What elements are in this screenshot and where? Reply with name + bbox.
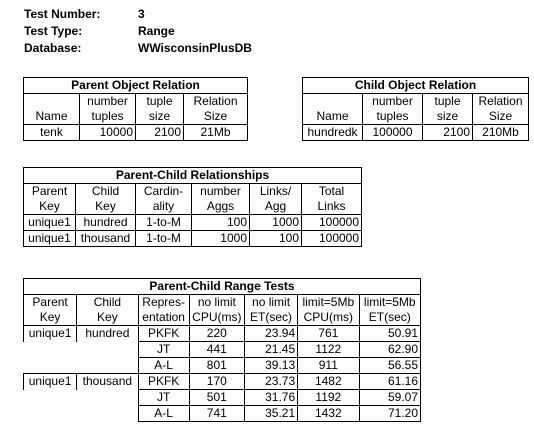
database-label: Database: (24, 41, 82, 55)
header-cell: CPU(ms) (298, 310, 359, 326)
header-cell: ET(sec) (244, 310, 297, 326)
table-row (24, 125, 248, 141)
header-cell: tuples (80, 109, 136, 125)
blank-cell (24, 390, 77, 406)
header-cell: size (423, 109, 473, 125)
cpu-limit-cell: 1192 (298, 390, 359, 406)
representation-cell: A-L (138, 358, 189, 374)
links-per-agg-cell: 1000 (250, 215, 302, 231)
header-cell: entation (138, 310, 189, 326)
child-object-table (302, 77, 529, 141)
header-cell: Parent (24, 295, 77, 311)
et-nolimit-cell: 23.94 (244, 326, 297, 342)
table-row (24, 406, 421, 422)
name-cell: hundredk (303, 125, 363, 141)
aggs-cell: 1000 (192, 231, 250, 247)
test-type-label: Test Type: (24, 24, 83, 38)
representation-cell: PKFK (138, 326, 189, 342)
et-nolimit-cell: 21.45 (244, 342, 297, 358)
child-object-title: Child Object Relation (303, 78, 529, 94)
header-cell: number (363, 94, 423, 110)
header-cell: Size (184, 109, 248, 125)
total-links-cell: 100000 (302, 215, 362, 231)
et-limit-cell: 62.90 (359, 342, 421, 358)
cpu-limit-cell: 1482 (298, 374, 359, 390)
table-row (24, 231, 362, 247)
representation-cell: A-L (138, 406, 189, 422)
cpu-limit-cell: 761 (298, 326, 359, 342)
parent-key-cell: unique1 (24, 215, 76, 231)
database-line (24, 41, 324, 55)
header-cell: tuple (423, 94, 473, 110)
tuple-size-cell: 2100 (136, 125, 184, 141)
child-key-cell: thousand (76, 231, 136, 247)
test-number-value: 3 (138, 7, 145, 21)
relationships-title: Parent-Child Relationships (24, 168, 362, 184)
aggs-cell: 100 (192, 215, 250, 231)
header-cell: number (192, 184, 250, 200)
blank-cell (24, 406, 77, 422)
header-cell: limit=5Mb (359, 295, 421, 311)
blank-cell (24, 342, 77, 358)
test-type-line (24, 24, 324, 38)
header-cell: Agg (250, 199, 302, 215)
cpu-limit-cell: 1432 (298, 406, 359, 422)
header-cell: Relation (473, 94, 529, 110)
links-per-agg-cell: 100 (250, 231, 302, 247)
header-cell: Key (77, 310, 138, 326)
header-cell: Name (24, 109, 80, 125)
header-cell: limit=5Mb (298, 295, 359, 311)
table-row (24, 215, 362, 231)
et-limit-cell: 59.07 (359, 390, 421, 406)
et-nolimit-cell: 35.21 (244, 406, 297, 422)
header-cell: Repres- (138, 295, 189, 311)
representation-cell: JT (138, 342, 189, 358)
header-cell: Key (76, 199, 136, 215)
cpu-limit-cell: 1122 (298, 342, 359, 358)
header-cell: Key (24, 310, 77, 326)
et-nolimit-cell: 31.76 (244, 390, 297, 406)
header-cell: Aggs (192, 199, 250, 215)
et-nolimit-cell: 39.13 (244, 358, 297, 374)
header-cell: Total (302, 184, 362, 200)
tuples-cell: 100000 (363, 125, 423, 141)
header-cell: Relation (184, 94, 248, 110)
header-cell (24, 94, 80, 110)
child-key-cell: thousand (77, 374, 138, 390)
table-row (24, 342, 421, 358)
header-cell: size (136, 109, 184, 125)
et-limit-cell: 56.55 (359, 358, 421, 374)
range-tests-table (23, 278, 421, 422)
et-limit-cell: 50.91 (359, 326, 421, 342)
parent-key-cell: unique1 (24, 231, 76, 247)
header-cell: no limit (244, 295, 297, 311)
header-cell: tuple (136, 94, 184, 110)
header-cell: Parent (24, 184, 76, 200)
header-cell: Key (24, 199, 76, 215)
relation-size-cell: 21Mb (184, 125, 248, 141)
header-cell (303, 94, 363, 110)
cpu-nolimit-cell: 441 (189, 342, 244, 358)
test-number-label: Test Number: (24, 7, 101, 21)
cardinality-cell: 1-to-M (136, 231, 192, 247)
representation-cell: JT (138, 390, 189, 406)
header-cell: Size (473, 109, 529, 125)
total-links-cell: 100000 (302, 231, 362, 247)
cpu-nolimit-cell: 741 (189, 406, 244, 422)
parent-object-title: Parent Object Relation (24, 78, 248, 94)
table-row (303, 125, 529, 141)
header-cell: no limit (189, 295, 244, 311)
cardinality-cell: 1-to-M (136, 215, 192, 231)
parent-object-table (23, 77, 248, 141)
blank-cell (77, 342, 138, 358)
child-key-cell: hundred (77, 326, 138, 342)
relationships-table (23, 167, 362, 247)
relation-size-cell: 210Mb (473, 125, 529, 141)
et-nolimit-cell: 23.73 (244, 374, 297, 390)
database-value: WWisconsinPlusDB (138, 41, 252, 55)
table-row (24, 358, 421, 374)
range-tests-title: Parent-Child Range Tests (24, 279, 421, 295)
table-row (24, 326, 421, 342)
header-cell: Child (77, 295, 138, 311)
blank-cell (77, 358, 138, 374)
parent-key-cell: unique1 (24, 374, 77, 390)
test-number-line (24, 7, 324, 21)
header-cell: CPU(ms) (189, 310, 244, 326)
cpu-nolimit-cell: 501 (189, 390, 244, 406)
cpu-nolimit-cell: 170 (189, 374, 244, 390)
test-type-value: Range (138, 24, 175, 38)
header-cell: ality (136, 199, 192, 215)
blank-cell (77, 406, 138, 422)
tuples-cell: 10000 (80, 125, 136, 141)
table-row (24, 374, 421, 390)
header-cell: Links (302, 199, 362, 215)
et-limit-cell: 61.16 (359, 374, 421, 390)
blank-cell (24, 358, 77, 374)
representation-cell: PKFK (138, 374, 189, 390)
parent-key-cell: unique1 (24, 326, 77, 342)
header-cell: tuples (363, 109, 423, 125)
header-cell: number (80, 94, 136, 110)
name-cell: tenk (24, 125, 80, 141)
header-cell: ET(sec) (359, 310, 421, 326)
tuple-size-cell: 2100 (423, 125, 473, 141)
et-limit-cell: 71.20 (359, 406, 421, 422)
table-row (24, 390, 421, 406)
cpu-nolimit-cell: 220 (189, 326, 244, 342)
header-cell: Cardin- (136, 184, 192, 200)
header-cell: Child (76, 184, 136, 200)
cpu-nolimit-cell: 801 (189, 358, 244, 374)
child-key-cell: hundred (76, 215, 136, 231)
cpu-limit-cell: 911 (298, 358, 359, 374)
blank-cell (77, 390, 138, 406)
header-cell: Name (303, 109, 363, 125)
header-cell: Links/ (250, 184, 302, 200)
